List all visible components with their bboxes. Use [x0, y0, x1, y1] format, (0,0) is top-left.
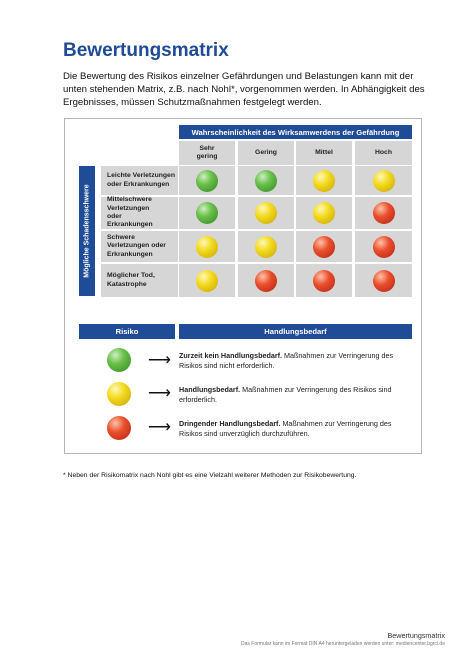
legend-text: Maßnahmen zur Verringerung des Risikos sind unverzüglich durchzuführen. [179, 419, 392, 438]
matrix-cell [296, 197, 352, 229]
legend-bold: Dringender Handlungsbedarf. [179, 419, 281, 428]
risk-ball-red [313, 270, 335, 292]
risk-ball-yellow [313, 202, 335, 224]
arrow-right-icon: ⟶ [148, 419, 171, 436]
arrow-right-icon: ⟶ [148, 352, 171, 369]
matrix-cell [238, 166, 294, 195]
risk-ball-red [313, 236, 335, 258]
matrix-cell [238, 231, 294, 262]
risk-ball-green [196, 202, 218, 224]
risk-ball-yellow [255, 202, 277, 224]
intro-paragraph: Die Bewertung des Risikos einzelner Gefährdungen und Belastungen kann mit der unten stehenden Matrix, z.B. nach Nohl*, vorgenommen werden. In Abhängigkeit des Ergebnisses, müssen Schutzmaßnahmen festgelegt werden. [63, 71, 425, 108]
matrix-cell [296, 166, 352, 195]
action-legend-header: Handlungsbedarf [179, 324, 412, 339]
risk-ball-red [373, 202, 395, 224]
legend-ball-red [107, 416, 131, 440]
legend-item-red [179, 419, 404, 438]
matrix-cell [238, 264, 294, 297]
row-label: Schwere Verletzungen oder Erkrankungen [107, 234, 166, 258]
risk-ball-yellow [313, 170, 335, 192]
matrix-cell [179, 264, 235, 297]
legend-text: Maßnahmen zur Verringerung des Risikos sind erforderlich. [179, 385, 392, 404]
legend-ball-yellow [107, 382, 131, 406]
severity-header-bar [79, 166, 95, 296]
probability-header: Wahrscheinlichkeit des Wirksamwerdens der Gefährdung [179, 125, 412, 139]
matrix-cell [296, 264, 352, 297]
legend-bold: Zurzeit kein Handlungsbedarf. [179, 351, 283, 360]
row-head-mittelschwer [101, 197, 178, 229]
column-head-hoch [355, 141, 412, 165]
row-head-schwer [101, 231, 178, 262]
row-label: Möglicher Tod, Katastrophe [107, 272, 155, 288]
matrix-cell [179, 197, 235, 229]
column-head-gering [238, 141, 294, 165]
footer-title: Bewertungsmatrix [387, 631, 445, 640]
risk-ball-yellow [196, 236, 218, 258]
legend-ball-green [107, 348, 131, 372]
column-label: Gering [255, 149, 277, 156]
risk-ball-yellow [373, 170, 395, 192]
legend-item-yellow [179, 385, 404, 404]
legend-item-green [179, 351, 404, 370]
matrix-cell [355, 231, 412, 262]
severity-header: Mögliche Schadensschwere [83, 184, 91, 278]
legend-text: Maßnahmen zur Verringerung des Risikos sind nicht erforderlich. [179, 351, 394, 370]
column-head-sehr-gering [179, 141, 235, 165]
risk-ball-green [196, 170, 218, 192]
risk-ball-red [373, 236, 395, 258]
row-label: Mittelschwere Verletzungen oder Erkrankungen [107, 196, 153, 229]
risk-legend-header: Risiko [79, 324, 175, 339]
page-title: Bewertungsmatrix [63, 40, 229, 61]
footer-note: Das Formular kann im Format DIN A4 heruntergeladen werden unter: mediencenter.bgrci.de [241, 641, 445, 647]
legend-bold: Handlungsbedarf. [179, 385, 241, 394]
risk-ball-yellow [196, 270, 218, 292]
risk-ball-yellow [255, 236, 277, 258]
matrix-cell [179, 231, 235, 262]
arrow-right-icon: ⟶ [148, 385, 171, 402]
column-label: Hoch [375, 149, 392, 156]
risk-ball-red [373, 270, 395, 292]
risk-ball-green [255, 170, 277, 192]
footnote: * Neben der Risikomatrix nach Nohl gibt es eine Vielzahl weiterer Methoden zur Risikobewertung. [63, 472, 357, 479]
matrix-cell [355, 264, 412, 297]
matrix-cell [355, 166, 412, 195]
matrix-cell [355, 197, 412, 229]
matrix-cell [296, 231, 352, 262]
matrix-cell [238, 197, 294, 229]
column-head-mittel [296, 141, 352, 165]
matrix-cell [179, 166, 235, 195]
row-head-leicht [101, 166, 178, 195]
row-label: Leichte Verletzungen oder Erkrankungen [107, 172, 175, 188]
row-head-tod [101, 264, 178, 297]
column-label: Sehr gering [196, 145, 218, 160]
column-label: Mittel [315, 149, 333, 156]
risk-ball-red [255, 270, 277, 292]
